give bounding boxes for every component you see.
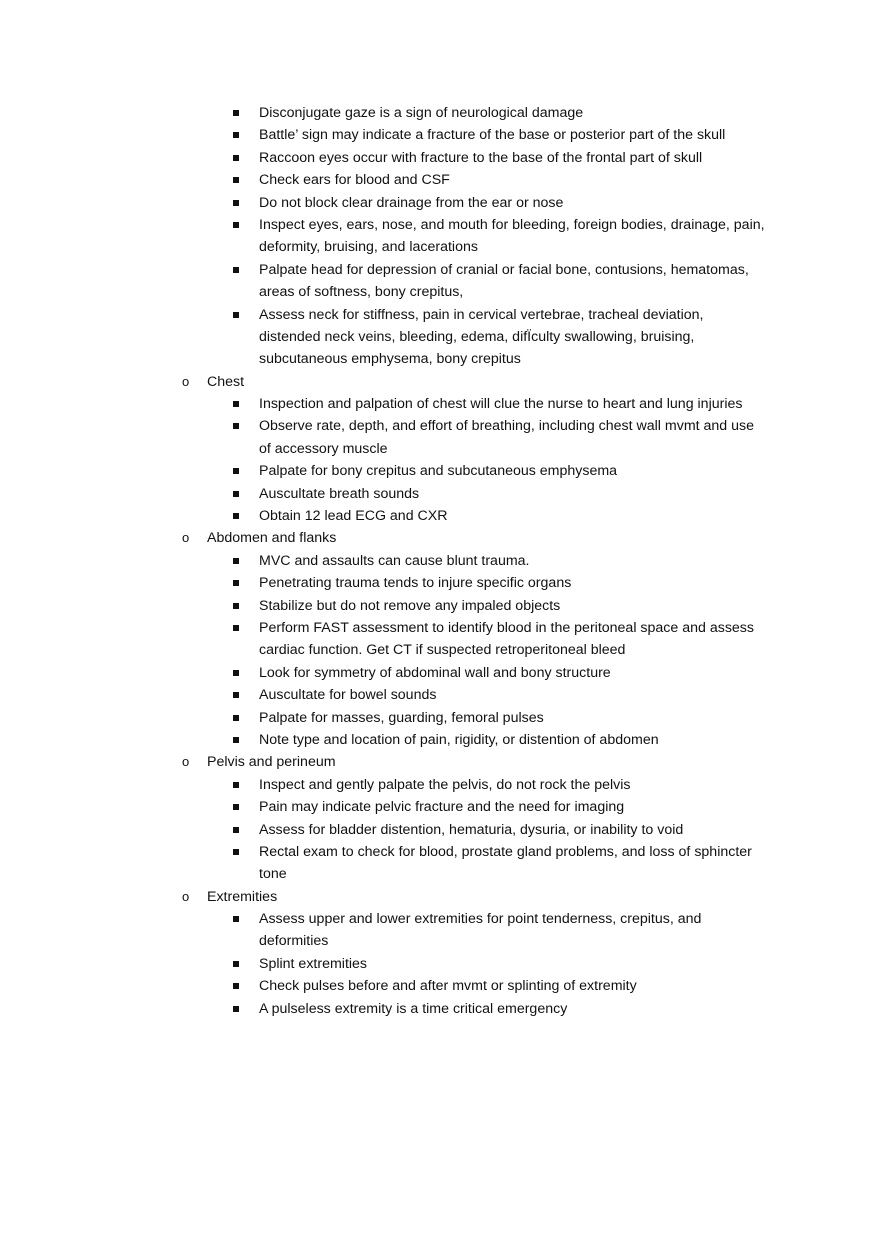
list-item-text: Perform FAST assessment to identify blood in the peritoneal space and assess — [259, 619, 754, 636]
square-bullet-icon — [233, 715, 239, 721]
list-item-text: Inspect eyes, ears, nose, and mouth for bleeding, foreign bodies, drainage, pain, — [259, 216, 765, 233]
list-item-text: Check ears for blood and CSF — [259, 172, 450, 189]
list-item — [0, 550, 880, 572]
square-bullet-icon — [233, 983, 239, 989]
list-item — [0, 662, 880, 684]
list-item — [0, 169, 880, 191]
list-item-text: Palpate for masses, guarding, femoral pulses — [259, 709, 544, 726]
list-item — [0, 460, 880, 482]
list-item-text: deformity, bruising, and lacerations — [259, 239, 478, 256]
document-body — [0, 102, 880, 1020]
list-item — [0, 259, 880, 281]
list-item-text: Pain may indicate pelvic fracture and the need for imaging — [259, 799, 625, 816]
list-item-continuation — [0, 930, 880, 952]
list-item-continuation — [0, 438, 880, 460]
list-item-text: Disconjugate gaze is a sign of neurological damage — [259, 105, 584, 121]
list-item — [0, 595, 880, 617]
circle-bullet-icon: o — [182, 888, 190, 904]
square-bullet-icon — [233, 132, 239, 138]
list-item — [0, 415, 880, 437]
square-bullet-icon — [233, 513, 239, 519]
list-item — [0, 908, 880, 930]
list-item-text: Note type and location of pain, rigidity, or distention of abdomen — [259, 731, 659, 748]
square-bullet-icon — [233, 267, 239, 273]
list-item-text: tone — [259, 866, 287, 883]
list-item-text: cardiac function. Get CT if suspected retroperitoneal bleed — [259, 642, 626, 659]
list-item-text: Inspect and gently palpate the pelvis, do not rock the pelvis — [259, 776, 631, 793]
list-item-text: Palpate head for depression of cranial or facial bone, contusions, hematomas, — [259, 261, 749, 278]
list-item-text: Splint extremities — [259, 955, 368, 972]
section-title: Extremities — [207, 888, 278, 905]
list-item-text: Battle’ sign may indicate a fracture of the base or posterior part of the skull — [259, 127, 726, 144]
square-bullet-icon — [233, 827, 239, 833]
list-item — [0, 684, 880, 706]
square-bullet-icon — [233, 692, 239, 698]
list-item-text: Assess for bladder distention, hematuria, dysuria, or inability to void — [259, 821, 684, 838]
list-item-text: A pulseless extremity is a time critical emergency — [259, 1000, 568, 1017]
list-item-text: Penetrating trauma tends to injure specific organs — [259, 575, 572, 592]
square-bullet-icon — [233, 804, 239, 810]
list-item-text: of accessory muscle — [259, 440, 388, 457]
circle-bullet-icon: o — [182, 530, 190, 546]
list-item — [0, 841, 880, 863]
list-item — [0, 483, 880, 505]
square-bullet-icon — [233, 1006, 239, 1012]
square-bullet-icon — [233, 468, 239, 474]
square-bullet-icon — [233, 491, 239, 497]
square-bullet-icon — [233, 625, 239, 631]
square-bullet-icon — [233, 580, 239, 586]
square-bullet-icon — [233, 961, 239, 967]
list-item — [0, 774, 880, 796]
list-item — [0, 617, 880, 639]
list-item — [0, 505, 880, 527]
list-item — [0, 707, 880, 729]
list-item-text: deformities — [259, 933, 329, 950]
square-bullet-icon — [233, 200, 239, 206]
list-item — [0, 998, 880, 1020]
list-item — [0, 572, 880, 594]
list-item — [0, 953, 880, 975]
list-item — [0, 304, 880, 326]
circle-bullet-icon: o — [182, 373, 190, 389]
list-item-continuation — [0, 863, 880, 885]
list-item-text: Raccoon eyes occur with fracture to the base of the frontal part of skull — [259, 149, 703, 166]
list-item — [0, 147, 880, 169]
list-item — [0, 102, 880, 124]
section-title: Abdomen and flanks — [207, 530, 337, 547]
square-bullet-icon — [233, 401, 239, 407]
square-bullet-icon — [233, 849, 239, 855]
square-bullet-icon — [233, 670, 239, 676]
list-item-text: Observe rate, depth, and effort of breathing, including chest wall mvmt and use — [259, 418, 755, 435]
list-item-continuation — [0, 348, 880, 370]
list-item — [0, 192, 880, 214]
list-item-text: Auscultate breath sounds — [259, 485, 420, 502]
list-item-text: Assess upper and lower extremities for point tenderness, crepitus, and — [259, 911, 702, 928]
section-heading — [0, 527, 880, 549]
square-bullet-icon — [233, 110, 239, 116]
square-bullet-icon — [233, 558, 239, 564]
list-item-text: areas of softness, bony crepitus, — [259, 284, 464, 301]
list-item-text: Assess neck for stiffness, pain in cervical vertebrae, tracheal deviation, — [259, 306, 704, 323]
list-item-text: distended neck veins, bleeding, edema, difÏculty swallowing, bruising, — [259, 328, 695, 345]
square-bullet-icon — [233, 916, 239, 922]
list-item-text: Rectal exam to check for blood, prostate gland problems, and loss of sphincter — [259, 843, 752, 860]
list-item-text: Do not block clear drainage from the ear or nose — [259, 194, 564, 211]
section-title: Chest — [207, 373, 245, 390]
square-bullet-icon — [233, 603, 239, 609]
list-item-continuation — [0, 639, 880, 661]
list-item — [0, 393, 880, 415]
square-bullet-icon — [233, 737, 239, 743]
section-heading — [0, 886, 880, 908]
list-item-text: Check pulses before and after mvmt or splinting of extremity — [259, 978, 637, 995]
square-bullet-icon — [233, 177, 239, 183]
list-item-text: MVC and assaults can cause blunt trauma. — [259, 552, 530, 569]
list-item-continuation — [0, 281, 880, 303]
section-heading — [0, 371, 880, 393]
list-item-text: Inspection and palpation of chest will clue the nurse to heart and lung injuries — [259, 396, 743, 413]
list-item — [0, 729, 880, 751]
square-bullet-icon — [233, 222, 239, 228]
list-item — [0, 975, 880, 997]
list-item — [0, 796, 880, 818]
list-item-text: Auscultate for bowel sounds — [259, 687, 437, 704]
list-item-text: subcutaneous emphysema, bony crepitus — [259, 351, 521, 368]
section-title: Pelvis and perineum — [207, 754, 336, 771]
list-item-continuation — [0, 236, 880, 258]
square-bullet-icon — [233, 155, 239, 161]
square-bullet-icon — [233, 782, 239, 788]
section-heading — [0, 751, 880, 773]
list-item-text: Look for symmetry of abdominal wall and bony structure — [259, 664, 611, 681]
list-item-text: Palpate for bony crepitus and subcutaneous emphysema — [259, 463, 618, 480]
circle-bullet-icon: o — [182, 754, 190, 770]
list-item — [0, 124, 880, 146]
square-bullet-icon — [233, 423, 239, 429]
list-item — [0, 819, 880, 841]
list-item-text: Stabilize but do not remove any impaled objects — [259, 597, 561, 614]
list-item-text: Obtain 12 lead ECG and CXR — [259, 508, 448, 525]
list-item — [0, 214, 880, 236]
square-bullet-icon — [233, 312, 239, 318]
list-item-continuation — [0, 326, 880, 348]
